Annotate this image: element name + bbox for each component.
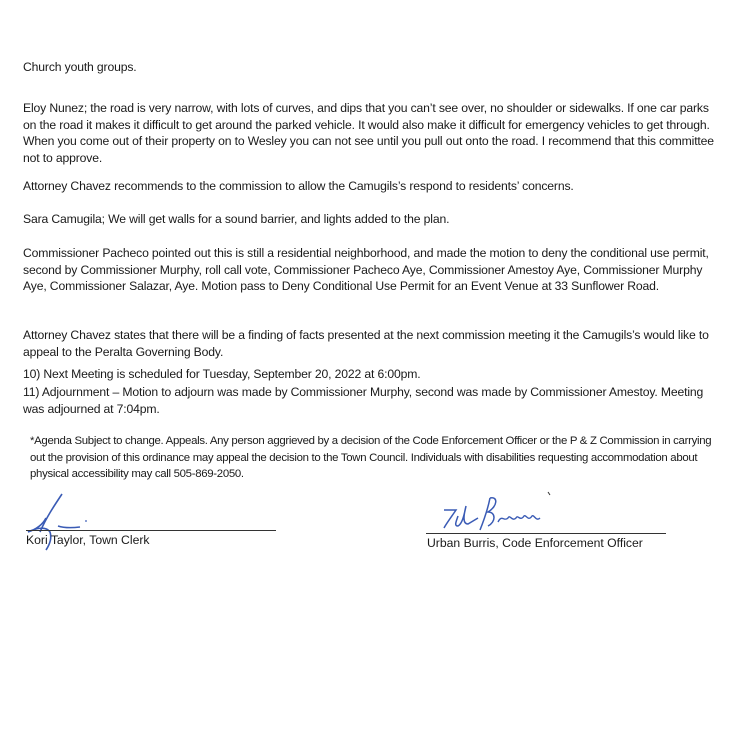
signature-stroke [444, 510, 456, 528]
signature-stroke [498, 516, 540, 522]
signature-line-right [426, 533, 666, 534]
paragraph-sara-camugila: Sara Camugila; We will get walls for a sound barrier, and lights added to the plan. [23, 212, 450, 226]
agenda-notice: *Agenda Subject to change. Appeals. Any person aggrieved by a decision of the Code Enforcement Officer or the P & Z Commission in carrying out the provision of this ordinance may appeal the decision to the Town Council. Individuals with disabilities requesting accommodation about physical accessibility may call 505-869-2050. [30, 435, 712, 480]
paragraph-attorney-recommendation: Attorney Chavez recommends to the commission to allow the Camugils’s respond to residents’ concerns. [23, 179, 574, 193]
urban-burris-signature [440, 492, 560, 536]
paragraph-church-youth: Church youth groups. [23, 60, 137, 74]
signature-stroke [480, 498, 496, 530]
signature-stroke [58, 526, 80, 528]
paragraph-finding-of-facts: Attorney Chavez states that there will be a finding of facts presented at the next commission meeting it the Camugils’s would like to appeal to the Peralta Governing Body. [23, 328, 709, 359]
paragraph-motion-deny: Commissioner Pacheco pointed out this is still a residential neighborhood, and made the motion to deny the conditional use permit, second by Commissioner Murphy, roll call vote, Commissioner Pacheco Aye, Commissioner Amestoy Aye, Commissioner Murphy Aye, Commissioner Salazar, Aye. Motion pass to Deny Conditional Use Permit for an Event Venue at 33 Sunflower Road. [23, 246, 709, 294]
signatory-urban-burris: Urban Burris, Code Enforcement Officer [427, 536, 643, 550]
signature-line-left [26, 530, 276, 531]
signatory-kori-taylor: Kori Taylor, Town Clerk [26, 533, 150, 547]
signature-dot [85, 520, 87, 522]
paragraph-eloy-nunez: Eloy Nunez; the road is very narrow, with lots of curves, and dips that you can’t see over, no shoulder or sidewalks. If one car parks on the road it makes it difficult to get around the parked vehicle. It would also make it difficult for emergency vehicles to get through. When you come out of their property on to Wesley you can not see until you pull out onto the road. I recommend that this committee not to approve. [23, 101, 714, 165]
signature-stroke [456, 506, 478, 526]
signature-mark [548, 492, 550, 495]
agenda-item-adjournment: 11) Adjournment – Motion to adjourn was made by Commissioner Murphy, second was made by Commissioner Amestoy. Meeting was adjourned at 7:04pm. [23, 385, 704, 416]
agenda-item-next-meeting: 10) Next Meeting is scheduled for Tuesday, September 20, 2022 at 6:00pm. [23, 367, 421, 381]
